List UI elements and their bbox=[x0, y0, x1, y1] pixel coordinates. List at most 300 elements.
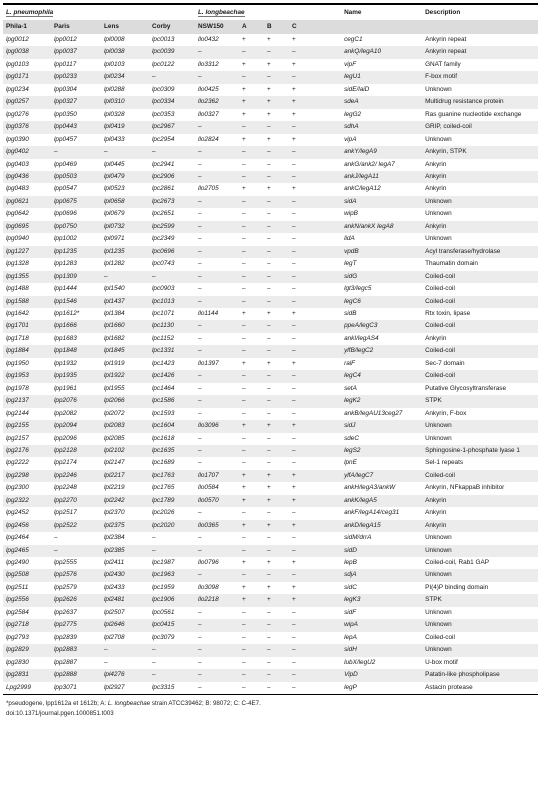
table-cell: lpp0037 bbox=[51, 46, 101, 58]
header-name: Name bbox=[341, 5, 422, 20]
table-cell: lpp2096 bbox=[54, 434, 77, 442]
table-cell: lpg2793 bbox=[6, 633, 29, 641]
table-cell: lpp2270 bbox=[51, 495, 101, 507]
table-cell: – bbox=[198, 509, 202, 517]
table-cell: lpp0469 bbox=[54, 160, 77, 168]
table-cell: Acyl transferase/hydrolase bbox=[422, 246, 538, 258]
table-cell: Ankyrin bbox=[422, 221, 538, 233]
table-cell: sdeC bbox=[344, 434, 359, 442]
table-cell: lpp3071 bbox=[54, 683, 77, 691]
table-cell: PI(4)P binding domain bbox=[425, 583, 489, 591]
table-cell: lpc1071 bbox=[152, 309, 175, 317]
table-cell: – bbox=[239, 171, 264, 183]
table-cell: lpp0304 bbox=[54, 85, 77, 93]
table-cell: lpl1845 bbox=[101, 345, 149, 357]
table-cell: Ankyrin bbox=[422, 171, 538, 183]
table-cell: + bbox=[239, 594, 264, 606]
table-cell: – bbox=[292, 509, 296, 517]
table-cell: U-box motif bbox=[425, 658, 458, 666]
table-cell: – bbox=[267, 434, 271, 442]
table-cell: + bbox=[292, 309, 296, 317]
table-row bbox=[3, 271, 538, 283]
table-cell: + bbox=[264, 594, 289, 606]
table-cell: – bbox=[239, 46, 264, 58]
table-cell: sdjA bbox=[341, 569, 422, 581]
table-cell: llo2705 bbox=[198, 185, 219, 193]
table-cell: + bbox=[239, 96, 264, 108]
table-cell: – bbox=[264, 320, 289, 332]
table-cell: lpg0012 bbox=[6, 36, 29, 43]
table-cell: – bbox=[289, 445, 341, 457]
table-cell: lpl2927 bbox=[104, 683, 125, 691]
table-cell: – bbox=[267, 608, 271, 616]
table-cell: Ankyrin repeat bbox=[425, 36, 467, 43]
table-cell: ankK/legA5 bbox=[341, 495, 422, 507]
table-cell: Coiled-coil bbox=[425, 633, 455, 641]
table-cell: sidF bbox=[344, 608, 357, 616]
table-row bbox=[3, 632, 538, 644]
table-cell: – bbox=[239, 221, 264, 233]
table-cell: – bbox=[198, 210, 202, 218]
table-cell: lpc2020 bbox=[149, 520, 195, 532]
table-cell: lpc1593 bbox=[152, 409, 175, 417]
table-row bbox=[3, 46, 538, 58]
table-cell: lpp0457 bbox=[54, 135, 77, 143]
table-cell: – bbox=[242, 658, 246, 666]
table-cell: lpg1953 bbox=[3, 370, 51, 382]
table-cell: sidA bbox=[341, 196, 422, 208]
table-cell: lpc1464 bbox=[152, 384, 175, 392]
table-cell: – bbox=[239, 545, 264, 557]
table-cell: – bbox=[264, 644, 289, 656]
table-cell: – bbox=[239, 146, 264, 158]
table-cell: lpl4276 bbox=[101, 669, 149, 681]
footnote-doi: doi:10.1371/journal.pgen.1000851.t003 bbox=[6, 709, 114, 717]
table-cell: F-box motif bbox=[422, 71, 538, 83]
column-header: A bbox=[239, 20, 264, 34]
table-cell: lpg2144 bbox=[6, 409, 29, 417]
table-row bbox=[3, 644, 538, 656]
table-cell: lpl0038 bbox=[101, 46, 149, 58]
table-cell: + bbox=[264, 96, 289, 108]
table-cell: + bbox=[264, 420, 289, 432]
table-row bbox=[3, 96, 538, 108]
table-cell: – bbox=[242, 534, 246, 542]
table-cell: lpp0503 bbox=[51, 171, 101, 183]
table-cell: lpp0443 bbox=[51, 121, 101, 133]
table-cell: ylfA/legC7 bbox=[341, 470, 422, 482]
table-cell: lpl2102 bbox=[101, 445, 149, 457]
table-cell: lpp1283 bbox=[54, 260, 77, 268]
table-row bbox=[3, 121, 538, 133]
table-row bbox=[3, 495, 538, 507]
group-header-row bbox=[3, 5, 538, 20]
table-cell: lpg2298 bbox=[3, 470, 51, 482]
table-row bbox=[3, 557, 538, 569]
table-cell: lpg1588 bbox=[3, 296, 51, 308]
table-cell: llo1707 bbox=[195, 470, 239, 482]
table-cell: VipD bbox=[341, 669, 422, 681]
table-cell: lpg0276 bbox=[6, 110, 29, 118]
table-cell: llo0327 bbox=[198, 110, 219, 118]
table-cell: lpg1978 bbox=[6, 384, 29, 392]
table-cell: + bbox=[267, 60, 271, 68]
table-cell: lpl1955 bbox=[104, 384, 125, 392]
table-cell: + bbox=[267, 135, 271, 143]
table-cell: Patatin-like phospholipase bbox=[422, 669, 538, 681]
table-cell: lpg0376 bbox=[3, 121, 51, 133]
table-row bbox=[3, 59, 538, 71]
table-cell: – bbox=[195, 296, 239, 308]
table-cell: legS2 bbox=[341, 445, 422, 457]
table-cell: – bbox=[239, 296, 264, 308]
table-cell: lpc1959 bbox=[152, 583, 175, 591]
table-cell: – bbox=[242, 160, 246, 168]
table-cell: lpg1488 bbox=[6, 285, 29, 293]
table-cell: + bbox=[292, 484, 296, 492]
table-cell: lpnE bbox=[344, 459, 357, 467]
table-cell: lpp0547 bbox=[54, 185, 77, 193]
table-cell: lpg2155 bbox=[3, 420, 51, 432]
table-cell: Ankyrin bbox=[425, 160, 447, 168]
table-cell: + bbox=[264, 520, 289, 532]
table-cell: + bbox=[242, 309, 246, 317]
table-cell: lpc0353 bbox=[152, 110, 175, 118]
table-cell: lpl1682 bbox=[104, 334, 125, 342]
table-cell: lpl0732 bbox=[101, 221, 149, 233]
table-cell: lpc1689 bbox=[152, 459, 175, 467]
table-cell: lepA bbox=[344, 633, 357, 641]
table-cell: – bbox=[239, 246, 264, 258]
table-cell: lpc2906 bbox=[149, 171, 195, 183]
table-cell: legT bbox=[344, 260, 357, 268]
table-cell: lpc1763 bbox=[149, 470, 195, 482]
table-cell: lpl0658 bbox=[101, 196, 149, 208]
table-cell: + bbox=[242, 559, 246, 567]
table-cell: – bbox=[264, 246, 289, 258]
table-cell: – bbox=[292, 384, 296, 392]
table-cell: – bbox=[292, 235, 296, 243]
table-cell: – bbox=[195, 619, 239, 631]
table-cell: lpc0122 bbox=[152, 60, 175, 68]
table-cell: Unknown bbox=[422, 420, 538, 432]
table-cell: – bbox=[198, 608, 202, 616]
table-cell: Ankyrin bbox=[425, 334, 447, 342]
table-cell: lpl2370 bbox=[104, 509, 125, 517]
table-cell: ylfB/legC2 bbox=[341, 345, 422, 357]
table-cell: STPK bbox=[422, 395, 538, 407]
table-cell: lpg0103 bbox=[6, 60, 29, 68]
table-cell: lpp1961 bbox=[54, 384, 77, 392]
table-cell: lpl2430 bbox=[101, 569, 149, 581]
table-cell: lpp2637 bbox=[54, 608, 77, 616]
table-cell: lpg2137 bbox=[3, 395, 51, 407]
table-cell: – bbox=[195, 320, 239, 332]
column-header-row bbox=[3, 20, 538, 34]
table-cell: lpl2072 bbox=[104, 409, 125, 417]
table-cell: sidJ bbox=[341, 420, 422, 432]
table-cell: llo1397 bbox=[198, 359, 219, 367]
table-cell: – bbox=[242, 384, 246, 392]
table-cell: lpg2830 bbox=[6, 658, 29, 666]
table-row bbox=[3, 34, 538, 46]
table-cell: lpp2082 bbox=[54, 409, 77, 417]
table-cell: ankB/legAU13ceg27 bbox=[344, 409, 403, 417]
table-cell: lpl2147 bbox=[104, 459, 125, 467]
table-cell: lpl0288 bbox=[104, 85, 125, 93]
table-cell: Unknown bbox=[425, 534, 452, 542]
table-cell: ankG/ank2/ legA7 bbox=[344, 160, 395, 168]
table-cell: lpp2775 bbox=[51, 619, 101, 631]
table-cell: – bbox=[149, 146, 195, 158]
table-cell: + bbox=[242, 135, 246, 143]
table-cell: lpl2433 bbox=[104, 583, 125, 591]
table-cell: – bbox=[198, 434, 202, 442]
table-row bbox=[3, 208, 538, 220]
table-cell: + bbox=[239, 520, 264, 532]
table-cell: – bbox=[239, 71, 264, 83]
table-row bbox=[3, 657, 538, 669]
table-cell: – bbox=[289, 221, 341, 233]
table-cell: – bbox=[195, 246, 239, 258]
table-cell: Sphingosine-1-phosphate lyase 1 bbox=[422, 445, 538, 457]
table-cell: sidG bbox=[341, 271, 422, 283]
table-cell: lpg2456 bbox=[3, 520, 51, 532]
table-cell: lpl1282 bbox=[104, 260, 125, 268]
table-row bbox=[3, 395, 538, 407]
table-cell: sdhA bbox=[341, 121, 422, 133]
table-cell: – bbox=[292, 434, 296, 442]
table-row bbox=[3, 582, 538, 594]
table-cell: Unknown bbox=[425, 135, 452, 143]
table-cell: Putative Glycosyltransferase bbox=[425, 384, 507, 392]
table-cell: lpg0171 bbox=[3, 71, 51, 83]
footnote-line-1: *pseudogene, lpp1612a et 1612b; A: L. longbeachae strain ATCC39462; B: 98072; C: C-4E7. bbox=[6, 700, 261, 708]
table-row bbox=[3, 482, 538, 494]
table-row bbox=[3, 358, 538, 370]
table-cell: lpl0679 bbox=[104, 210, 125, 218]
table-cell: lpp1002 bbox=[54, 235, 77, 243]
table-cell: lpp2094 bbox=[51, 420, 101, 432]
table-cell: – bbox=[264, 619, 289, 631]
table-cell: – bbox=[239, 569, 264, 581]
table-cell: – bbox=[264, 669, 289, 681]
table-cell: + bbox=[242, 60, 246, 68]
table-cell: – bbox=[195, 569, 239, 581]
table-cell: lpc2599 bbox=[149, 221, 195, 233]
table-row bbox=[3, 345, 538, 357]
table-cell: sidD bbox=[341, 545, 422, 557]
table-row bbox=[3, 520, 538, 532]
table-cell: lpp2839 bbox=[54, 633, 77, 641]
table-cell: lpl0479 bbox=[101, 171, 149, 183]
table-cell: – bbox=[104, 658, 108, 666]
table-cell: – bbox=[292, 459, 296, 467]
table-row bbox=[3, 134, 538, 146]
table-cell: legU1 bbox=[341, 71, 422, 83]
table-row bbox=[3, 682, 538, 694]
table-cell: lpc0039 bbox=[149, 46, 195, 58]
table-cell: + bbox=[264, 470, 289, 482]
table-cell: lpg2508 bbox=[3, 569, 51, 581]
table-cell: + bbox=[267, 185, 271, 193]
table-cell: sdeA bbox=[341, 96, 422, 108]
table-cell: – bbox=[264, 171, 289, 183]
table-cell: Lpg2999 bbox=[6, 683, 31, 691]
table-cell: + bbox=[289, 495, 341, 507]
table-row bbox=[3, 283, 538, 295]
table-cell: lidA bbox=[344, 235, 355, 243]
table-cell: ankF/legA14/ceg31 bbox=[344, 509, 400, 517]
table-cell: lpl0103 bbox=[104, 60, 125, 68]
table-cell: lpl2085 bbox=[104, 434, 125, 442]
table-cell: lpp1309 bbox=[51, 271, 101, 283]
table-cell: lpc2026 bbox=[152, 509, 175, 517]
table-cell: lpg2831 bbox=[3, 669, 51, 681]
table-cell: wipB bbox=[344, 210, 358, 218]
table-cell: lpc1765 bbox=[152, 484, 175, 492]
table-cell: + bbox=[267, 309, 271, 317]
table-cell: – bbox=[289, 271, 341, 283]
table-cell: lpc1586 bbox=[149, 395, 195, 407]
table-cell: – bbox=[264, 121, 289, 133]
table-cell: – bbox=[195, 445, 239, 457]
table-cell: – bbox=[198, 334, 202, 342]
table-cell: Multidrug resistance protein bbox=[422, 96, 538, 108]
table-cell: lpg0695 bbox=[3, 221, 51, 233]
table-cell: – bbox=[292, 633, 296, 641]
table-cell: lpl0445 bbox=[104, 160, 125, 168]
table-cell: – bbox=[198, 409, 202, 417]
table-cell: lpg2829 bbox=[3, 644, 51, 656]
table-cell: – bbox=[267, 160, 271, 168]
table-cell: STPK bbox=[422, 594, 538, 606]
table-cell: lpg2157 bbox=[6, 434, 29, 442]
table-cell: lpp1935 bbox=[51, 370, 101, 382]
table-cell: Sel-1 repeats bbox=[425, 459, 464, 467]
table-cell: + bbox=[242, 185, 246, 193]
table-cell: – bbox=[267, 658, 271, 666]
table-cell: lpl0328 bbox=[104, 110, 125, 118]
table-cell: – bbox=[289, 370, 341, 382]
table-cell: legP bbox=[344, 683, 357, 691]
group-header-pneumophila: L. pneumophila bbox=[3, 5, 195, 20]
table-cell: – bbox=[289, 345, 341, 357]
table-cell: Unknown bbox=[422, 545, 538, 557]
table-cell: vipF bbox=[344, 60, 357, 68]
table-row bbox=[3, 171, 538, 183]
table-cell: lpc1331 bbox=[149, 345, 195, 357]
table-cell: sidB bbox=[344, 309, 357, 317]
table-footnote bbox=[3, 699, 538, 718]
table-cell: lpc0013 bbox=[152, 36, 175, 43]
table-cell: – bbox=[292, 608, 296, 616]
table-cell: lpp2517 bbox=[54, 509, 77, 517]
table-cell: – bbox=[198, 160, 202, 168]
table-cell: lpc2349 bbox=[152, 235, 175, 243]
table-cell: lpc1789 bbox=[149, 495, 195, 507]
table-cell: + bbox=[242, 85, 246, 93]
table-cell: lpl2385 bbox=[101, 545, 149, 557]
table-cell: lpc1635 bbox=[149, 445, 195, 457]
table-cell: – bbox=[264, 445, 289, 457]
table-row bbox=[3, 71, 538, 83]
table-cell: – bbox=[264, 196, 289, 208]
table-cell: lpp2248 bbox=[54, 484, 77, 492]
table-cell: – bbox=[239, 619, 264, 631]
table-cell: – bbox=[267, 509, 271, 517]
table-cell: lpc2673 bbox=[149, 196, 195, 208]
table-cell: + bbox=[292, 559, 296, 567]
table-cell: – bbox=[149, 669, 195, 681]
table-cell: Unknown bbox=[422, 569, 538, 581]
table-cell: lpl1437 bbox=[101, 296, 149, 308]
table-cell: + bbox=[289, 96, 341, 108]
group-header-longbeachae: L. longbeachae bbox=[195, 5, 341, 20]
table-cell: lgt3/legc5 bbox=[344, 285, 372, 293]
table-cell: legG2 bbox=[344, 110, 362, 118]
table-cell: sidH bbox=[341, 644, 422, 656]
table-cell: – bbox=[195, 171, 239, 183]
table-cell: + bbox=[242, 583, 246, 591]
table-cell: – bbox=[289, 71, 341, 83]
table-cell: – bbox=[195, 395, 239, 407]
table-row bbox=[3, 433, 538, 445]
table-cell: Ras guanine nucleotide exchange bbox=[425, 110, 522, 118]
table-cell: – bbox=[242, 608, 246, 616]
table-cell: lpp1666 bbox=[51, 320, 101, 332]
table-cell: – bbox=[239, 196, 264, 208]
table-cell: lpl0419 bbox=[101, 121, 149, 133]
table-cell: + bbox=[292, 185, 296, 193]
table-cell: – bbox=[242, 409, 246, 417]
table-cell: lpc1423 bbox=[152, 359, 175, 367]
table-cell: – bbox=[198, 384, 202, 392]
table-cell: + bbox=[267, 359, 271, 367]
table-cell: – bbox=[267, 384, 271, 392]
table-cell: – bbox=[289, 146, 341, 158]
table-cell: – bbox=[239, 271, 264, 283]
table-cell: Coiled-coil bbox=[422, 296, 538, 308]
table-cell: – bbox=[289, 320, 341, 332]
table-cell: – bbox=[289, 171, 341, 183]
table-cell: + bbox=[242, 36, 246, 43]
table-cell: lpl2384 bbox=[104, 534, 125, 542]
table-cell: – bbox=[195, 71, 239, 83]
table-cell: legK2 bbox=[341, 395, 422, 407]
column-header: Paris bbox=[51, 20, 101, 34]
table-cell: Unknown bbox=[425, 235, 452, 243]
table-cell: – bbox=[198, 658, 202, 666]
table-cell: – bbox=[198, 459, 202, 467]
table-cell: lpc2941 bbox=[152, 160, 175, 168]
table-cell: – bbox=[264, 569, 289, 581]
table-cell: lpl1235 bbox=[101, 246, 149, 258]
table-row bbox=[3, 196, 538, 208]
table-cell: lpg1355 bbox=[3, 271, 51, 283]
table-row bbox=[3, 183, 538, 195]
table-cell: – bbox=[289, 395, 341, 407]
table-cell: – bbox=[195, 46, 239, 58]
table-cell: lpg0403 bbox=[6, 160, 29, 168]
table-cell: – bbox=[149, 545, 195, 557]
table-cell: lpc0415 bbox=[149, 619, 195, 631]
table-cell: – bbox=[289, 246, 341, 258]
table-cell: – bbox=[152, 534, 156, 542]
table-cell: lpp1683 bbox=[54, 334, 77, 342]
table-cell: Ankyrin, F-box bbox=[425, 409, 467, 417]
table-container bbox=[3, 3, 538, 718]
